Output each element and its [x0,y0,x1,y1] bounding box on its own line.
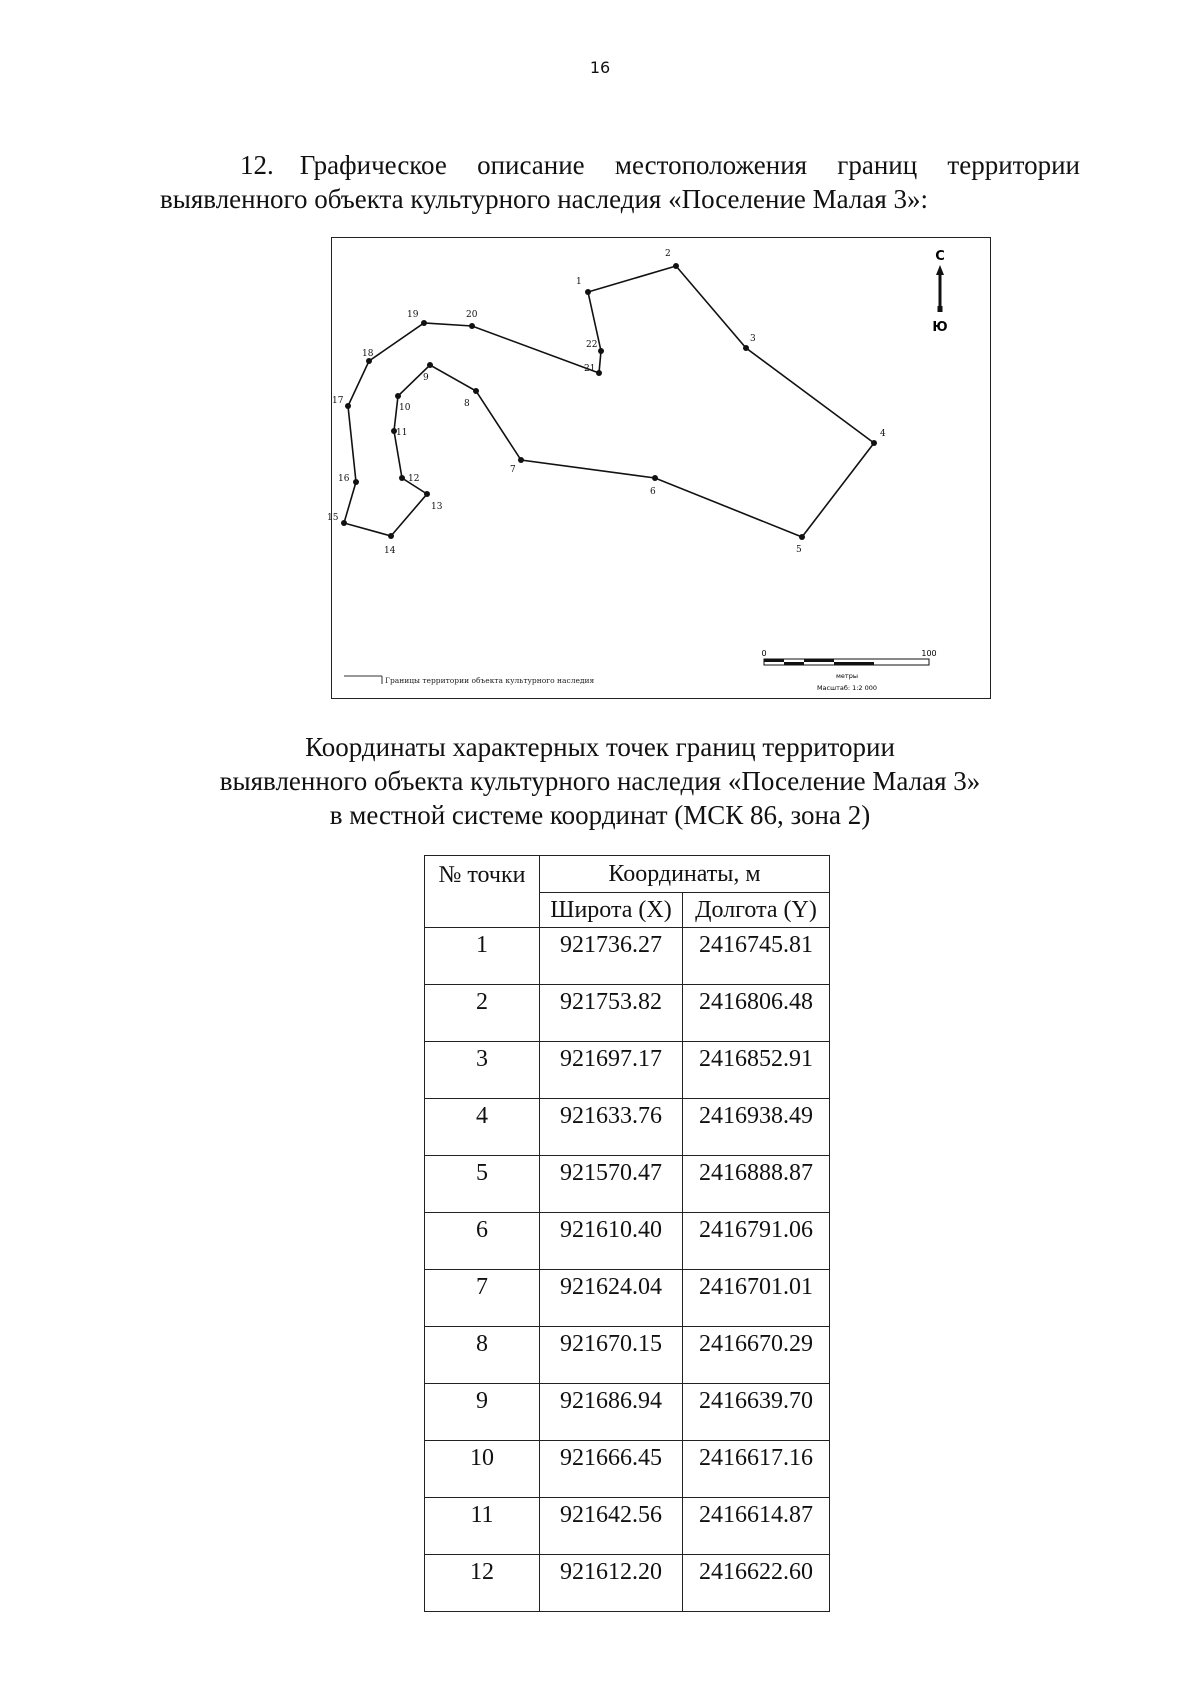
cell-point-number: 11 [425,1498,540,1555]
boundary-point-marker [345,403,351,409]
boundary-point-label: 8 [464,399,470,409]
coordinates-title-line-1: Координаты характерных точек границ территории [305,732,895,762]
table-row [425,928,830,985]
boundary-map-drawing [327,238,989,697]
legend-text: Границы территории объекта культурного наследия [385,676,595,685]
cell-longitude: 2416888.87 [683,1156,830,1213]
boundary-point-label: 19 [407,310,419,320]
header-latitude: Широта (X) [540,893,683,928]
boundary-point-marker [743,345,749,351]
cell-longitude: 2416617.16 [683,1441,830,1498]
cell-longitude: 2416670.29 [683,1327,830,1384]
boundary-point-marker [427,362,433,368]
coordinates-title-line-3: в местной системе координат (МСК 86, зона 2) [329,800,871,830]
boundary-point-marker [673,263,679,269]
cell-longitude: 2416622.60 [683,1555,830,1612]
table-row [425,1213,830,1270]
map-legend [344,676,595,685]
table-row [425,1441,830,1498]
table-row [425,1327,830,1384]
cell-point-number: 5 [425,1156,540,1213]
boundary-point-label: 5 [796,545,802,555]
section-heading-text: Графическое описание местоположения границ территории выявленного объекта культурного наследия «Поселение Малая 3»: [160,150,1080,214]
cell-point-number: 6 [425,1213,540,1270]
coordinates-title [0,730,1200,832]
boundary-point-marker [399,475,405,481]
section-number: 12. [240,150,274,180]
boundary-point-marker [596,370,602,376]
cell-latitude: 921666.45 [540,1441,683,1498]
boundary-point-marker [473,388,479,394]
boundary-point-label: 20 [466,310,478,320]
scale-unit: метры [836,672,858,680]
table-row [425,1042,830,1099]
boundary-polygon [344,266,874,537]
boundary-point-label: 10 [399,403,411,413]
header-point-number: № точки [425,856,540,928]
boundary-point-label: 2 [665,249,671,259]
cell-point-number: 3 [425,1042,540,1099]
boundary-points [327,249,886,556]
boundary-point-label: 16 [338,474,350,484]
boundary-point-label: 11 [396,428,408,438]
cell-point-number: 12 [425,1555,540,1612]
section-heading [160,148,1080,216]
cell-point-number: 8 [425,1327,540,1384]
boundary-point-marker [799,534,805,540]
boundary-point-marker [341,520,347,526]
cell-latitude: 921633.76 [540,1099,683,1156]
table-row [425,1156,830,1213]
cell-point-number: 4 [425,1099,540,1156]
cell-latitude: 921686.94 [540,1384,683,1441]
table-row [425,1099,830,1156]
boundary-point-marker [518,457,524,463]
boundary-point-label: 15 [327,513,339,523]
boundary-point-marker [598,348,604,354]
scale-bar [761,649,936,692]
boundary-point-marker [353,479,359,485]
cell-point-number: 7 [425,1270,540,1327]
cell-latitude: 921570.47 [540,1156,683,1213]
boundary-point-marker [388,533,394,539]
boundary-point-marker [469,323,475,329]
scale-start: 0 [761,649,767,658]
cell-latitude: 921697.17 [540,1042,683,1099]
boundary-point-marker [585,289,591,295]
boundary-point-label: 6 [650,487,656,497]
coordinates-table [424,855,830,1612]
table-row [425,1498,830,1555]
table-row [425,985,830,1042]
coordinates-table-body [425,928,830,1612]
boundary-point-label: 21 [584,364,596,374]
boundary-point-label: 13 [431,502,443,512]
boundary-point-label: 12 [408,474,420,484]
boundary-point-label: 18 [362,349,374,359]
scale-end: 100 [921,649,937,658]
boundary-point-marker [871,440,877,446]
cell-longitude: 2416701.01 [683,1270,830,1327]
page-number: 16 [589,58,611,77]
boundary-map [327,237,991,699]
table-row [425,1384,830,1441]
north-arrow-icon [932,249,947,335]
north-label: С [935,249,945,264]
cell-latitude: 921670.15 [540,1327,683,1384]
boundary-point-marker [652,475,658,481]
boundary-point-marker [424,491,430,497]
boundary-point-label: 1 [576,277,582,287]
boundary-point-label: 4 [880,429,886,439]
cell-longitude: 2416614.87 [683,1498,830,1555]
header-coordinates: Координаты, м [540,856,830,893]
boundary-point-label: 3 [750,334,756,344]
cell-point-number: 9 [425,1384,540,1441]
cell-longitude: 2416938.49 [683,1099,830,1156]
header-longitude: Долгота (Y) [683,893,830,928]
cell-longitude: 2416852.91 [683,1042,830,1099]
cell-point-number: 2 [425,985,540,1042]
south-label: Ю [932,320,948,335]
coordinates-title-line-2: выявленного объекта культурного наследия «Поселение Малая 3» [219,766,981,796]
boundary-point-marker [421,320,427,326]
cell-latitude: 921736.27 [540,928,683,985]
cell-latitude: 921612.20 [540,1555,683,1612]
scale-text: Масштаб: 1:2 000 [816,684,878,692]
cell-latitude: 921610.40 [540,1213,683,1270]
boundary-point-label: 7 [510,465,516,475]
table-row [425,1555,830,1612]
cell-longitude: 2416745.81 [683,928,830,985]
cell-point-number: 1 [425,928,540,985]
cell-latitude: 921753.82 [540,985,683,1042]
boundary-point-marker [395,393,401,399]
cell-latitude: 921624.04 [540,1270,683,1327]
boundary-point-label: 17 [332,396,344,406]
cell-point-number: 10 [425,1441,540,1498]
cell-longitude: 2416806.48 [683,985,830,1042]
cell-longitude: 2416639.70 [683,1384,830,1441]
table-row [425,1270,830,1327]
boundary-point-label: 14 [384,546,396,556]
boundary-point-label: 22 [586,340,598,350]
cell-latitude: 921642.56 [540,1498,683,1555]
cell-longitude: 2416791.06 [683,1213,830,1270]
boundary-point-label: 9 [423,373,429,383]
